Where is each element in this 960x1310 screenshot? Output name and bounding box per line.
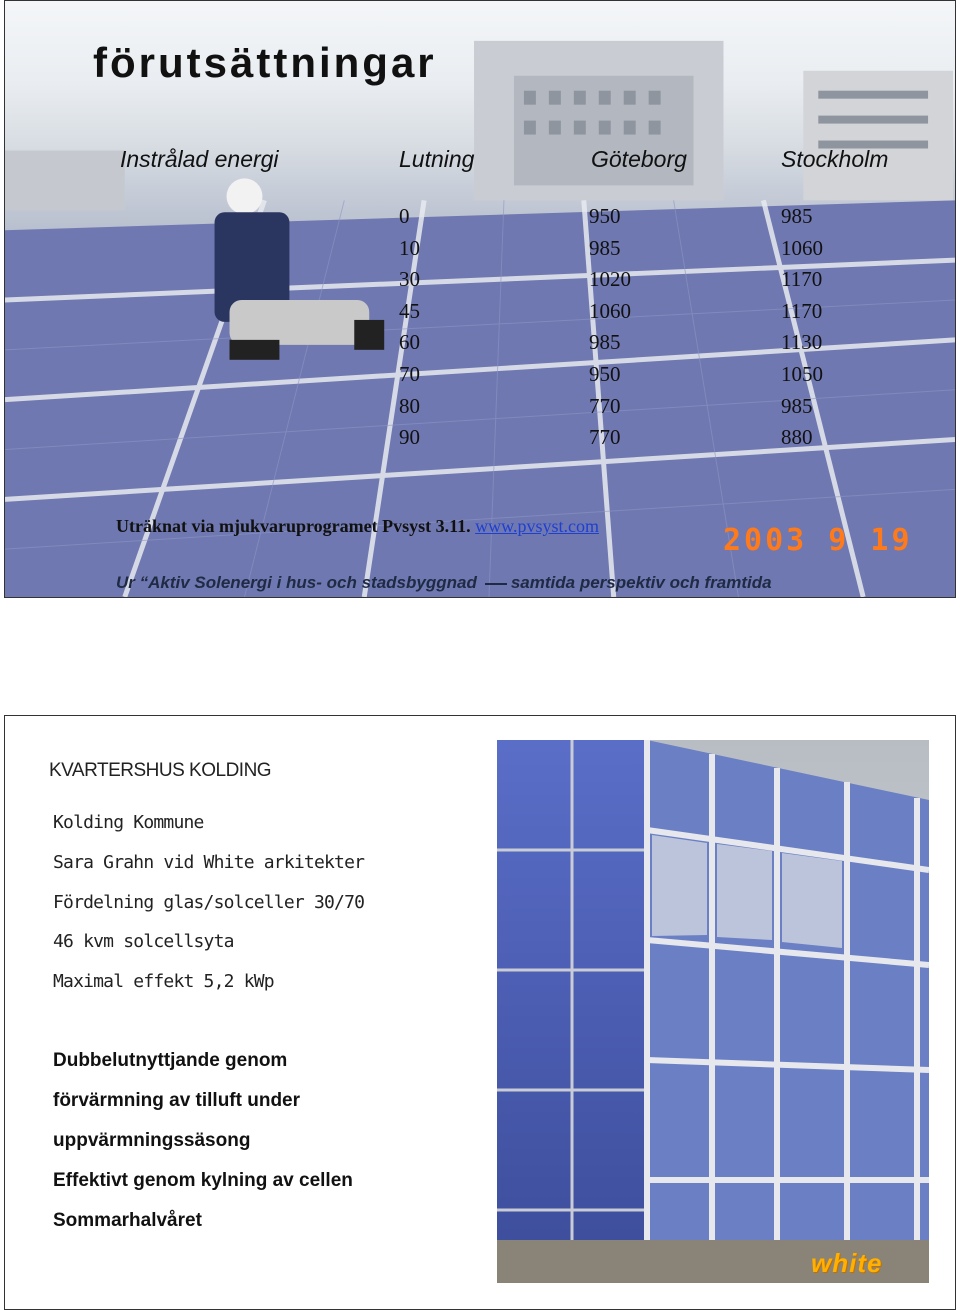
goteborg-value: 770 — [589, 425, 621, 450]
building-facade-photo — [497, 740, 929, 1283]
tilt-value: 45 — [399, 298, 420, 323]
goteborg-value: 1020 — [589, 267, 631, 292]
benefit-line: förvärmning av tilluft under — [53, 1090, 301, 1111]
header-tilt: Lutning — [399, 146, 475, 172]
stockholm-value: 880 — [781, 425, 813, 450]
calculation-note — [116, 516, 599, 537]
stockholm-value: 1060 — [781, 235, 823, 260]
header-stockholm: Stockholm — [781, 146, 889, 172]
slide-irradiance — [4, 0, 956, 598]
header-irradiance: Instrålad energi — [120, 146, 279, 172]
source-part1: Ur “Aktiv Solenergi i hus- och stadsbyggnad — [116, 573, 477, 592]
source-citation — [116, 573, 772, 593]
photo-date-stamp: 2003 9 19 — [723, 523, 913, 558]
fact-line: Maximal effekt 5,2 kWp — [53, 971, 274, 992]
tilt-value: 10 — [399, 235, 420, 260]
slide-title: KVARTERSHUS KOLDING — [49, 760, 272, 781]
tilt-value: 70 — [399, 361, 420, 386]
benefit-line: uppvärmningssäsong — [53, 1130, 251, 1151]
goteborg-value: 985 — [589, 235, 621, 260]
goteborg-column — [589, 201, 631, 454]
header-goteborg: Göteborg — [591, 146, 687, 172]
stockholm-value: 1170 — [781, 298, 823, 323]
goteborg-value: 950 — [589, 204, 621, 228]
source-dash — [485, 583, 507, 585]
tilt-value: 0 — [399, 204, 410, 228]
tilt-value: 30 — [399, 267, 420, 292]
pvsyst-link[interactable]: www.pvsyst.com — [475, 516, 599, 536]
tilt-value: 80 — [399, 393, 420, 418]
goteborg-value: 950 — [589, 361, 621, 386]
goteborg-value: 985 — [589, 330, 621, 355]
slide-title: förutsättningar — [93, 39, 437, 86]
fact-line: Kolding Kommune — [53, 812, 204, 833]
goteborg-value: 770 — [589, 393, 621, 418]
fact-line: Fördelning glas/solceller 30/70 — [53, 892, 365, 913]
benefit-line: Sommarhalvåret — [53, 1210, 202, 1231]
note-text: Uträknat via mjukvaruprogramet Pvsyst 3.11. — [116, 516, 471, 536]
fact-line: 46 kvm solcellsyta — [53, 931, 234, 952]
fact-line: Sara Grahn vid White arkitekter — [53, 852, 365, 873]
slide-kolding — [4, 715, 956, 1310]
source-part2: samtida perspektiv och framtida — [510, 573, 772, 592]
stockholm-value: 1170 — [781, 267, 823, 292]
stockholm-value: 985 — [781, 204, 813, 228]
stockholm-value: 1050 — [781, 361, 823, 386]
tilt-value: 90 — [399, 425, 420, 450]
goteborg-value: 1060 — [589, 298, 631, 323]
white-logo: white — [811, 1248, 883, 1278]
stockholm-value: 985 — [781, 393, 813, 418]
tilt-column — [399, 201, 420, 454]
benefit-line: Effektivt genom kylning av cellen — [53, 1170, 353, 1191]
stockholm-value: 1130 — [781, 330, 823, 355]
benefit-line: Dubbelutnyttjande genom — [53, 1050, 288, 1071]
tilt-value: 60 — [399, 330, 420, 355]
stockholm-column — [781, 201, 823, 454]
